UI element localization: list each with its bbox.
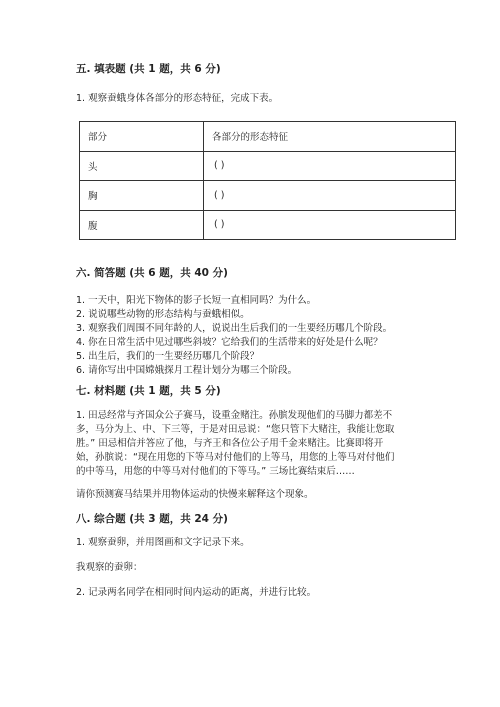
table-header-feature: 各部分的形态特征 (204, 122, 456, 152)
section-6-question-1: 1. 一天中，阳光下物体的影子长短一直相同吗？为什么。 (76, 295, 317, 306)
table-header-row (80, 122, 456, 152)
table-row (80, 181, 456, 211)
section-6-question-3: 3. 观察我们周围不同年龄的人，说说出生后我们的一生要经历哪几个阶段。 (76, 323, 393, 334)
section-5-title: 五. 填表题 (共 1 题，共 6 分) (76, 63, 221, 75)
table-row (80, 210, 456, 240)
section-7-passage-line: 胜。” 田忌相信并答应了他，与齐王和各位公子用千金来赌注。比赛即将开 (76, 438, 384, 449)
morphology-table (79, 121, 456, 240)
section-7-prompt: 请你预测赛马结果并用物体运动的快慢来解释这个现象。 (76, 489, 314, 500)
section-8-question-1: 1. 观察蚕卵，并用图画和文字记录下来。 (76, 537, 250, 548)
section-8-answer-label: 我观察的蚕卵： (76, 562, 143, 573)
section-6-question-6: 6. 请你写出中国嫦娥探月工程计划分为哪三个阶段。 (76, 365, 298, 376)
section-8-title: 八. 综合题 (共 3 题，共 24 分) (76, 513, 228, 525)
section-7-passage-line: 始，孙膑说：“现在用您的下等马对付他们的上等马，用您的上等马对付他们 (76, 452, 395, 463)
answer-parentheses: ( ) (214, 189, 225, 201)
section-6-question-5: 5. 出生后，我们的一生要经历哪几个阶段？ (76, 351, 260, 362)
table-cell-answer-blank[interactable] (204, 181, 456, 211)
answer-parentheses: ( ) (214, 219, 225, 231)
table-cell-answer-blank[interactable] (204, 210, 456, 240)
section-6-question-4: 4. 你在日常生活中见过哪些斜坡？它给我们的生活带来的好处是什么呢？ (76, 337, 383, 348)
section-7-passage-line: 的中等马，用您的中等马对付他们的下等马。” 三场比赛结束后…… (76, 466, 355, 477)
table-cell-part: 胸 (80, 181, 204, 211)
table-cell-answer-blank[interactable] (204, 151, 456, 181)
section-7-title: 七. 材料题 (共 1 题，共 5 分) (76, 385, 221, 397)
section-7-passage-line: 1. 田忌经常与齐国众公子赛马，设重金赌注。孙膑发现他们的马脚力都差不 (76, 410, 393, 421)
table-cell-part: 腹 (80, 210, 204, 240)
table-header-part: 部分 (80, 122, 204, 152)
section-6-question-2: 2. 说说哪些动物的形态结构与蚕蛾相似。 (76, 309, 250, 320)
section-7-passage-line: 多，马分为上、中、下三等，于是对田忌说：“您只管下大赌注，我能让您取 (76, 424, 395, 435)
answer-parentheses: ( ) (214, 160, 225, 172)
section-5-question-1: 1. 观察蚕蛾身体各部分的形态特征，完成下表。 (76, 93, 279, 104)
section-6-title: 六. 简答题 (共 6 题，共 40 分) (76, 267, 228, 279)
table-cell-part: 头 (80, 151, 204, 181)
section-8-question-2: 2. 记录两名同学在相同时间内运动的距离，并进行比较。 (76, 587, 317, 598)
table-row (80, 151, 456, 181)
